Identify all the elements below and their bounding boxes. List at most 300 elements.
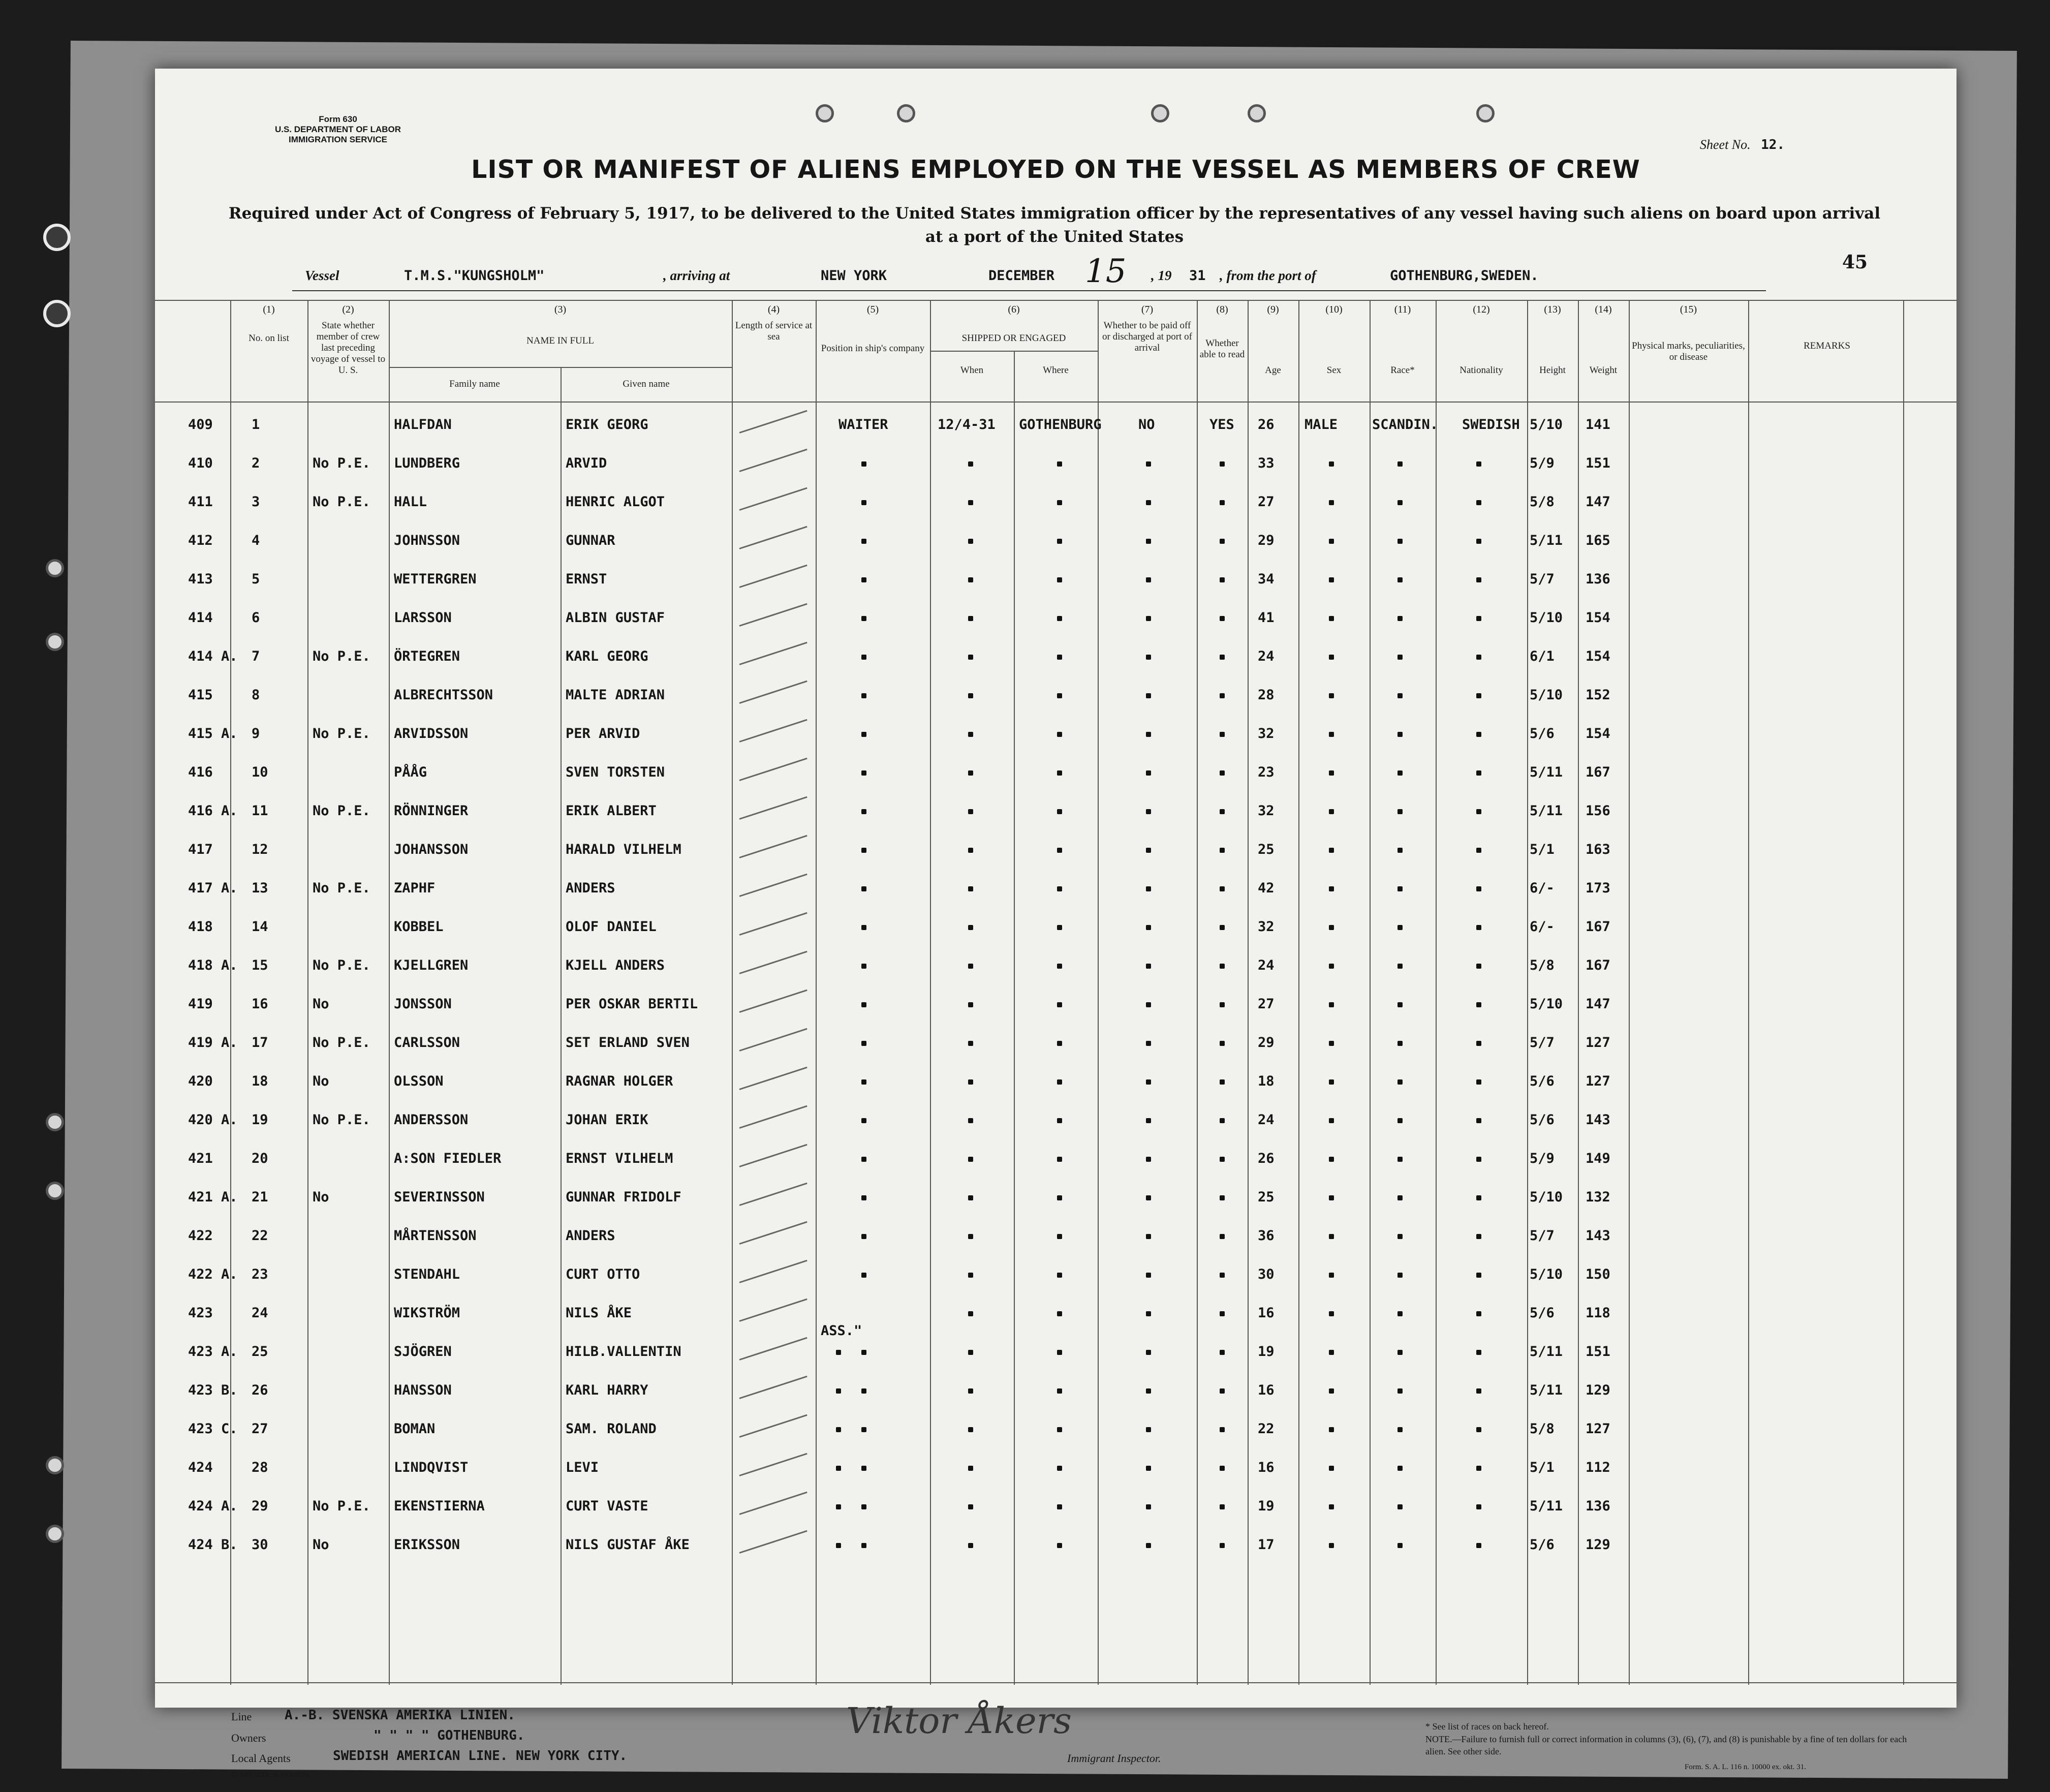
service-tick-mark [739,565,807,588]
ditto-mark [1397,1118,1403,1123]
service-tick-mark [739,1183,807,1206]
ditto-mark [1397,655,1403,660]
ditto-mark [1146,1273,1151,1278]
given-name: CURT VASTE [566,1498,648,1514]
ditto-mark [1146,461,1151,467]
shipped-where: GOTHENBURG [1019,417,1102,432]
ditto-mark [1146,1118,1151,1123]
family-name: JOHNSSON [394,533,460,548]
ditto-mark [1220,1157,1225,1162]
ditto-mark [1397,964,1403,969]
family-name: PÅÅG [394,764,427,780]
service-tick-mark [739,642,807,665]
list-number: 10 [252,764,268,780]
ditto-mark [1146,500,1151,505]
list-number: 23 [252,1266,268,1282]
owners-label: Owners [231,1732,266,1744]
family-name: ÖRTEGREN [394,648,460,664]
ditto-mark [1329,461,1334,467]
table-rule [155,401,1956,403]
given-name: ERNST VILHELM [566,1151,673,1166]
weight: 167 [1586,764,1610,780]
ditto-mark [1220,1079,1225,1085]
previous-voyage: No [313,1189,329,1205]
list-number: 21 [252,1189,268,1205]
sequence-reference: 415 A. [188,726,238,741]
age: 29 [1258,533,1275,548]
ditto-mark [1057,655,1062,660]
given-name: ANDERS [566,1228,615,1244]
table-row [155,444,1956,483]
ditto-mark [1329,848,1334,853]
ditto-mark [1057,577,1062,582]
family-name: LUNDBERG [394,455,460,471]
height: 6/- [1530,919,1555,935]
given-name: KARL GEORG [566,648,648,664]
height: 5/6 [1530,726,1555,741]
shipping-line: A.-B. SVENSKA AMERIKA LINIEN. [285,1708,515,1723]
list-number: 1 [252,417,260,432]
ditto-mark [1220,655,1225,660]
family-name: CARLSSON [394,1035,460,1051]
weight: 141 [1586,417,1610,432]
department-name: U.S. DEPARTMENT OF LABOR [274,125,401,134]
given-name: LEVI [566,1460,599,1475]
ditto-mark [968,809,973,814]
ditto-mark [1146,655,1151,660]
header-able-to-read: Whether able to read [1199,338,1245,360]
ditto-mark [1476,655,1481,660]
age: 28 [1258,687,1275,703]
form-number: Form 630 [319,114,357,124]
service-tick-mark [739,912,807,936]
family-name: BOMAN [394,1421,436,1437]
ditto-mark [1329,1118,1334,1123]
given-name: PER OSKAR BERTIL [566,996,698,1012]
ditto-mark [861,1466,866,1471]
form-identifier [226,114,450,145]
sequence-reference: 424 B. [188,1537,238,1553]
ditto-mark [1146,848,1151,853]
ditto-mark [1329,1002,1334,1007]
age: 22 [1258,1421,1275,1437]
age: 19 [1258,1344,1275,1360]
given-name: ALBIN GUSTAF [566,610,665,626]
table-row [155,1410,1956,1448]
ditto-mark [1057,1041,1062,1046]
table-row [155,830,1956,869]
ditto-mark [1220,1118,1225,1123]
ditto-mark [1220,886,1225,891]
ditto-mark [1476,1350,1481,1355]
ditto-mark [1476,1388,1481,1394]
list-number: 15 [252,957,268,973]
service-tick-mark [739,410,807,434]
height: 5/10 [1530,996,1563,1012]
sequence-reference: 423 A. [188,1344,238,1360]
sequence-reference: 424 A. [188,1498,238,1514]
family-name: RÖNNINGER [394,803,469,819]
list-number: 30 [252,1537,268,1553]
ditto-mark [1057,1195,1062,1200]
ditto-mark [1329,886,1334,891]
ditto-mark [1220,616,1225,621]
family-name: LINDQVIST [394,1460,469,1475]
ditto-mark [1146,1311,1151,1316]
height: 5/10 [1530,687,1563,703]
ditto-mark [1329,1041,1334,1046]
ditto-mark [968,1157,973,1162]
ditto-mark [1329,1388,1334,1394]
ditto-mark [861,1543,866,1548]
sheet-number-field [1700,137,1785,152]
agents-label: Local Agents [231,1752,291,1765]
service-tick-mark [739,990,807,1013]
table-row [155,676,1956,715]
list-number: 19 [252,1112,268,1128]
arriving-label: , arriving at [663,268,730,283]
header-length-of-service: Length of service at sea [735,320,813,342]
ditto-mark [1057,1466,1062,1471]
height: 5/6 [1530,1112,1555,1128]
position-assistant: ASS." [821,1323,862,1339]
ditto-mark [1397,693,1403,698]
height: 5/8 [1530,957,1555,973]
ditto-mark [1057,1427,1062,1432]
table-rule [155,300,1956,301]
sequence-reference: 421 [188,1151,213,1166]
age: 25 [1258,1189,1275,1205]
ditto-mark [1146,964,1151,969]
ditto-mark [968,539,973,544]
age: 27 [1258,996,1275,1012]
ditto-mark [861,1118,866,1123]
arrival-day: 15 [1085,253,1127,290]
list-number: 3 [252,494,260,510]
ditto-mark [1397,1388,1403,1394]
binder-hole [46,633,64,651]
inspector-label: Immigrant Inspector. [1067,1752,1161,1765]
column-number: (12) [1473,304,1490,315]
ditto-mark [968,1234,973,1239]
weight: 154 [1586,648,1610,664]
given-name: SET ERLAND SVEN [566,1035,690,1051]
age: 26 [1258,417,1275,432]
age: 24 [1258,957,1275,973]
service-tick-mark [739,951,807,974]
height: 5/8 [1530,1421,1555,1437]
owners-value: " " " " GOTHENBURG. [374,1728,525,1743]
ditto-mark [968,770,973,776]
ditto-mark [861,1427,866,1432]
ditto-mark [1329,964,1334,969]
weight: 127 [1586,1035,1610,1051]
ditto-mark [861,1388,866,1394]
header-position: Position in ship's company [821,343,925,354]
age: 29 [1258,1035,1275,1051]
ditto-mark [1146,1388,1151,1394]
list-number: 20 [252,1151,268,1166]
ditto-mark [968,1273,973,1278]
punch-hole [816,104,834,122]
ditto-mark [1146,886,1151,891]
height: 5/1 [1530,842,1555,857]
service-tick-mark [739,1067,807,1090]
previous-voyage: No [313,1537,329,1553]
ditto-mark [1476,1234,1481,1239]
ditto-mark [1146,1504,1151,1509]
weight: 154 [1586,610,1610,626]
ditto-mark [1397,1157,1403,1162]
table-row [155,946,1956,985]
header-given-name: Given name [623,379,670,389]
age: 24 [1258,648,1275,664]
height: 5/11 [1530,1344,1563,1360]
crew-table [155,300,1956,1685]
list-number: 13 [252,880,268,896]
ditto-mark [968,1311,973,1316]
ditto-mark [1329,1234,1334,1239]
vessel-label: Vessel [305,268,339,283]
table-row [155,599,1956,637]
ditto-mark [968,1041,973,1046]
penalty-note: NOTE.—Failure to furnish full or correct information in columns (3), (6), (7), and (8) is punishable by a fine of ten dollars for each alien. See other side. [1425,1734,1907,1756]
column-number: (8) [1216,304,1228,315]
weight: 149 [1586,1151,1610,1166]
given-name: OLOF DANIEL [566,919,657,935]
voyage-rule [292,290,1766,291]
list-number: 9 [252,726,260,741]
header-paid-off: Whether to be paid off or discharged at port of arrival [1102,320,1192,353]
ditto-mark [1057,925,1062,930]
able-to-read: YES [1209,417,1234,432]
sequence-reference: 414 A. [188,648,238,664]
family-name: JONSSON [394,996,452,1012]
ditto-mark [1397,848,1403,853]
height: 5/7 [1530,1035,1555,1051]
ditto-mark [1476,1002,1481,1007]
ditto-mark [1146,1466,1151,1471]
table-row [155,869,1956,908]
header-no-on-list: No. on list [249,333,289,344]
header-height: Height [1539,365,1566,376]
ditto-mark [861,1273,866,1278]
family-name: EKENSTIERNA [394,1498,485,1514]
ditto-mark [1057,1002,1062,1007]
previous-voyage: No P.E. [313,648,370,664]
ditto-mark [1476,886,1481,891]
ditto-mark [1057,732,1062,737]
header-physical-marks: Physical marks, peculiarities, or disease [1632,341,1745,362]
service-name: IMMIGRATION SERVICE [289,135,387,144]
page-number: 45 [1842,252,1868,273]
list-number: 2 [252,455,260,471]
ditto-mark [1397,1002,1403,1007]
local-agents: SWEDISH AMERICAN LINE. NEW YORK CITY. [333,1748,628,1764]
age: 32 [1258,803,1275,819]
ditto-mark [968,1388,973,1394]
ditto-mark [1329,770,1334,776]
ditto-mark [861,461,866,467]
family-name: KJELLGREN [394,957,469,973]
ditto-mark [1329,1504,1334,1509]
sheet-label: Sheet No. [1700,137,1751,152]
given-name: KJELL ANDERS [566,957,665,973]
ditto-mark [1329,1543,1334,1548]
given-name: SAM. ROLAND [566,1421,657,1437]
service-tick-mark [739,681,807,704]
ditto-mark [1220,964,1225,969]
given-name: GUNNAR FRIDOLF [566,1189,681,1205]
ditto-mark [861,1234,866,1239]
ditto-mark [861,809,866,814]
ditto-mark [1146,1079,1151,1085]
age: 33 [1258,455,1275,471]
binder-hole [46,1525,64,1543]
ditto-mark [861,886,866,891]
ditto-mark [968,732,973,737]
previous-voyage: No [313,1073,329,1089]
previous-voyage: No P.E. [313,726,370,741]
ditto-mark [836,1388,841,1394]
vessel-name: T.M.S."KUNGSHOLM" [404,268,545,284]
ditto-mark [1397,809,1403,814]
list-number: 4 [252,533,260,548]
ditto-mark [1476,732,1481,737]
family-name: KOBBEL [394,919,444,935]
sequence-reference: 419 A. [188,1035,238,1051]
ditto-mark [1329,1350,1334,1355]
ditto-mark [968,1118,973,1123]
ditto-mark [1146,1234,1151,1239]
weight: 165 [1586,533,1610,548]
family-name: JOHANSSON [394,842,469,857]
sheet-number: 12. [1761,137,1785,152]
ditto-mark [1146,809,1151,814]
weight: 173 [1586,880,1610,896]
age: 16 [1258,1382,1275,1398]
height: 5/11 [1530,1498,1563,1514]
ditto-mark [1329,1427,1334,1432]
service-tick-mark [739,1260,807,1283]
column-number: (4) [767,304,780,315]
sequence-reference: 418 A. [188,957,238,973]
column-number: (6) [1008,304,1020,315]
ditto-mark [1329,1195,1334,1200]
list-number: 16 [252,996,268,1012]
sequence-reference: 424 [188,1460,213,1475]
sequence-reference: 417 [188,842,213,857]
ditto-mark [1057,809,1062,814]
family-name: STENDAHL [394,1266,460,1282]
ditto-mark [1397,1234,1403,1239]
header-weight: Weight [1589,365,1618,376]
given-name: GUNNAR [566,533,615,548]
given-name: HILB.VALLENTIN [566,1344,681,1360]
sequence-reference: 422 [188,1228,213,1244]
list-number: 8 [252,687,260,703]
ditto-mark [1220,925,1225,930]
ditto-mark [1057,1273,1062,1278]
ditto-mark [1057,1157,1062,1162]
ditto-mark [1220,1504,1225,1509]
ditto-mark [1476,577,1481,582]
page-title: LIST OR MANIFEST OF ALIENS EMPLOYED ON THE VESSEL AS MEMBERS OF CREW [471,155,1640,184]
ditto-mark [1329,616,1334,621]
ditto-mark [1329,1079,1334,1085]
age: 32 [1258,726,1275,741]
family-name: ANDERSSON [394,1112,469,1128]
ditto-mark [1146,1002,1151,1007]
height: 5/11 [1530,1382,1563,1398]
ditto-mark [1476,964,1481,969]
ditto-mark [836,1350,841,1355]
family-name: LARSSON [394,610,452,626]
ditto-mark [1057,1543,1062,1548]
service-tick-mark [739,796,807,820]
ditto-mark [1220,1041,1225,1046]
sex: MALE [1304,417,1338,432]
previous-voyage: No P.E. [313,803,370,819]
ditto-mark [1146,616,1151,621]
ditto-mark [836,1543,841,1548]
ditto-mark [1476,809,1481,814]
table-row [155,1101,1956,1139]
height: 5/11 [1530,533,1563,548]
height: 5/6 [1530,1305,1555,1321]
family-name: WETTERGREN [394,571,477,587]
table-rule [155,1682,1956,1683]
ditto-mark [1220,1466,1225,1471]
ditto-mark [1057,1311,1062,1316]
column-number: (11) [1394,304,1411,315]
list-number: 7 [252,648,260,664]
from-label: , from the port of [1220,268,1316,283]
line-label: Line [231,1710,252,1723]
weight: 154 [1586,726,1610,741]
ditto-mark [1057,539,1062,544]
given-name: CURT OTTO [566,1266,640,1282]
sequence-reference: 412 [188,533,213,548]
manifest-footer [155,1685,1956,1778]
service-tick-mark [739,526,807,549]
ditto-mark [861,964,866,969]
ditto-mark [1329,1466,1334,1471]
family-name: ARVIDSSON [394,726,469,741]
ditto-mark [1057,886,1062,891]
ditto-mark [861,770,866,776]
table-row [155,483,1956,521]
service-tick-mark [739,874,807,897]
table-row [155,1255,1956,1294]
ditto-mark [968,925,973,930]
ditto-mark [1220,461,1225,467]
ditto-mark [968,1079,973,1085]
height: 5/8 [1530,494,1555,510]
ditto-mark [1057,461,1062,467]
ditto-mark [1476,1157,1481,1162]
binder-hole [46,1456,64,1474]
family-name: SJÖGREN [394,1344,452,1360]
ditto-mark [1329,732,1334,737]
weight: 118 [1586,1305,1610,1321]
service-tick-mark [739,1144,807,1167]
given-name: PER ARVID [566,726,640,741]
sequence-reference: 420 [188,1073,213,1089]
ditto-mark [1397,461,1403,467]
ditto-mark [1397,886,1403,891]
ditto-mark [1329,500,1334,505]
